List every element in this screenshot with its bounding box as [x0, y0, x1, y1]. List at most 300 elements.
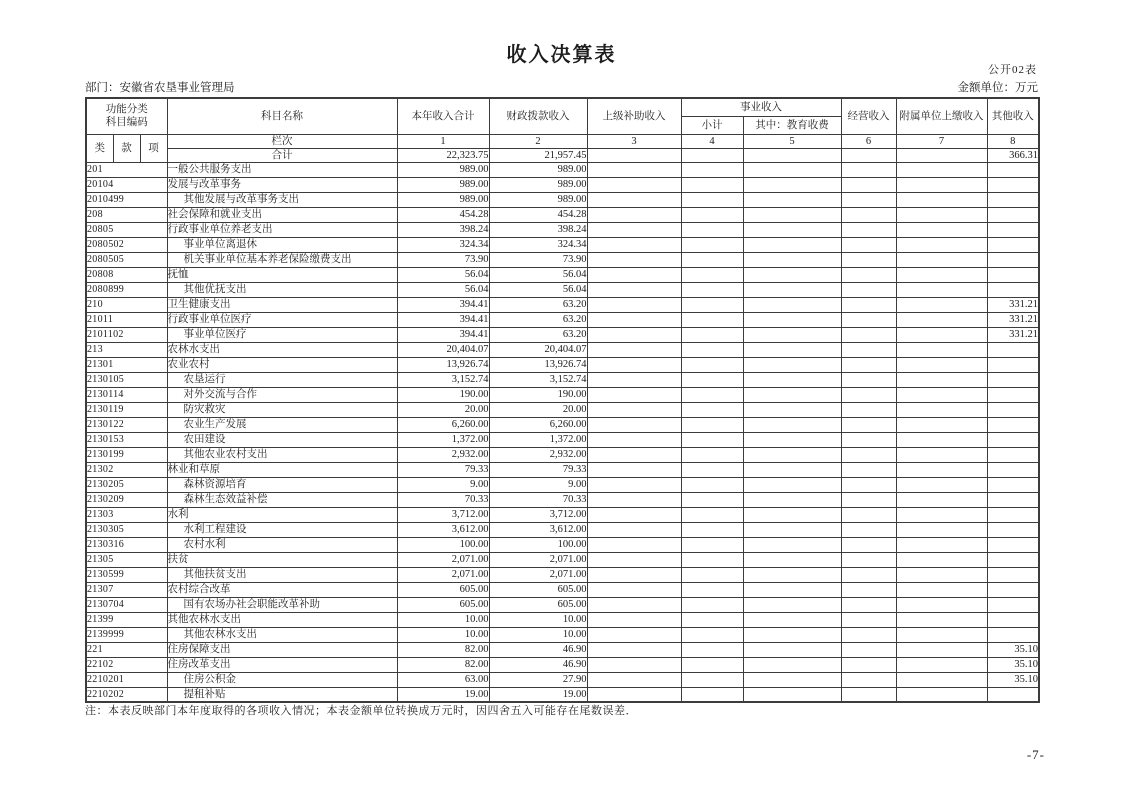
row-amount-col4 — [681, 252, 743, 267]
row-amount-col8: 35.10 — [987, 657, 1039, 672]
header-code-group-line2: 科目编码 — [105, 117, 148, 129]
row-amount-col4 — [681, 672, 743, 687]
row-amount-col4 — [681, 417, 743, 432]
row-amount-col2: 63.20 — [489, 312, 587, 327]
row-subject-name: 水利工程建设 — [167, 522, 397, 537]
table-row — [86, 462, 1039, 477]
table-row — [86, 612, 1039, 627]
table-row — [86, 537, 1039, 552]
row-amount-col6 — [841, 522, 896, 537]
row-amount-col4 — [681, 327, 743, 342]
row-amount-col7 — [896, 417, 987, 432]
row-subject-name: 社会保障和就业支出 — [167, 207, 397, 222]
row-subject-name: 农村综合改革 — [167, 582, 397, 597]
row-amount-col6 — [841, 402, 896, 417]
row-amount-col2: 989.00 — [489, 162, 587, 177]
row-amount-col4 — [681, 387, 743, 402]
row-amount-col8 — [987, 342, 1039, 357]
row-amount-col2: 2,932.00 — [489, 447, 587, 462]
row-amount-col7 — [896, 252, 987, 267]
row-subject-name: 农村水利 — [167, 537, 397, 552]
row-subject-name: 住房公积金 — [167, 672, 397, 687]
row-amount-col5 — [743, 267, 841, 282]
row-amount-col4 — [681, 462, 743, 477]
row-amount-col2: 324.34 — [489, 237, 587, 252]
table-row — [86, 237, 1039, 252]
row-amount-col7 — [896, 297, 987, 312]
header-col-other-income: 其他收入 — [987, 98, 1039, 134]
row-amount-col7 — [896, 567, 987, 582]
table-row — [86, 327, 1039, 342]
row-function-code: 201 — [86, 162, 167, 177]
row-amount-col3 — [587, 687, 681, 702]
header-code-group-line1: 功能分类 — [105, 104, 148, 116]
row-amount-col6 — [841, 447, 896, 462]
row-amount-col8 — [987, 357, 1039, 372]
row-amount-col4 — [681, 522, 743, 537]
row-amount-col2: 605.00 — [489, 582, 587, 597]
row-function-code: 21307 — [86, 582, 167, 597]
row-amount-col5 — [743, 417, 841, 432]
row-subject-name: 防灾救灾 — [167, 402, 397, 417]
column-number: 2 — [489, 134, 587, 148]
row-amount-col7 — [896, 477, 987, 492]
row-amount-col7 — [896, 612, 987, 627]
row-amount-col7 — [896, 432, 987, 447]
row-function-code: 2130119 — [86, 402, 167, 417]
row-amount-col2: 989.00 — [489, 192, 587, 207]
row-amount-col4 — [681, 477, 743, 492]
row-amount-col2: 20,404.07 — [489, 342, 587, 357]
row-amount-col2: 3,152.74 — [489, 372, 587, 387]
row-function-code: 21302 — [86, 462, 167, 477]
row-amount-col6 — [841, 567, 896, 582]
row-amount-col3 — [587, 297, 681, 312]
row-amount-col7 — [896, 162, 987, 177]
row-amount-col3 — [587, 492, 681, 507]
row-amount-col6 — [841, 342, 896, 357]
row-amount-col2: 20.00 — [489, 402, 587, 417]
row-amount-col1: 3,152.74 — [397, 372, 489, 387]
row-amount-col2: 454.28 — [489, 207, 587, 222]
row-amount-col2: 6,260.00 — [489, 417, 587, 432]
row-amount-col5 — [743, 492, 841, 507]
row-amount-col8: 331.21 — [987, 297, 1039, 312]
row-amount-col1: 394.41 — [397, 327, 489, 342]
column-number: 5 — [743, 134, 841, 148]
row-amount-col5 — [743, 567, 841, 582]
row-subject-name: 机关事业单位基本养老保险缴费支出 — [167, 252, 397, 267]
header-code-item: 项 — [140, 134, 167, 162]
row-amount-col4 — [681, 237, 743, 252]
row-amount-col1: 56.04 — [397, 282, 489, 297]
row-subject-name: 其他发展与改革事务支出 — [167, 192, 397, 207]
row-amount-col5 — [743, 222, 841, 237]
header-col-business-income: 事业收入 — [681, 98, 841, 116]
row-subject-name: 农业农村 — [167, 357, 397, 372]
row-amount-col7 — [896, 357, 987, 372]
row-function-code: 2010499 — [86, 192, 167, 207]
row-function-code: 2101102 — [86, 327, 167, 342]
row-amount-col7 — [896, 342, 987, 357]
grand-total-value — [743, 148, 841, 162]
row-amount-col5 — [743, 432, 841, 447]
row-subject-name: 行政事业单位养老支出 — [167, 222, 397, 237]
row-amount-col7 — [896, 327, 987, 342]
row-amount-col7 — [896, 462, 987, 477]
row-amount-col8 — [987, 522, 1039, 537]
row-amount-col3 — [587, 507, 681, 522]
column-number: 8 — [987, 134, 1039, 148]
row-function-code: 2130599 — [86, 567, 167, 582]
row-amount-col3 — [587, 327, 681, 342]
row-amount-col6 — [841, 252, 896, 267]
column-number: 3 — [587, 134, 681, 148]
row-amount-col5 — [743, 402, 841, 417]
row-amount-col4 — [681, 162, 743, 177]
row-amount-col4 — [681, 267, 743, 282]
row-amount-col4 — [681, 177, 743, 192]
row-function-code: 21399 — [86, 612, 167, 627]
row-amount-col1: 82.00 — [397, 642, 489, 657]
row-amount-col5 — [743, 297, 841, 312]
row-amount-col5 — [743, 552, 841, 567]
row-function-code: 2080505 — [86, 252, 167, 267]
row-amount-col7 — [896, 672, 987, 687]
row-amount-col5 — [743, 342, 841, 357]
row-amount-col6 — [841, 267, 896, 282]
row-amount-col4 — [681, 627, 743, 642]
row-amount-col7 — [896, 402, 987, 417]
header-col-business-edu-fee: 其中：教育收费 — [743, 116, 841, 134]
row-amount-col4 — [681, 357, 743, 372]
row-amount-col1: 2,071.00 — [397, 567, 489, 582]
row-amount-col5 — [743, 477, 841, 492]
row-amount-col5 — [743, 597, 841, 612]
row-function-code: 208 — [86, 207, 167, 222]
row-amount-col1: 10.00 — [397, 612, 489, 627]
row-amount-col7 — [896, 387, 987, 402]
row-amount-col2: 13,926.74 — [489, 357, 587, 372]
row-subject-name: 抚恤 — [167, 267, 397, 282]
row-amount-col3 — [587, 657, 681, 672]
row-amount-col5 — [743, 327, 841, 342]
row-amount-col8 — [987, 237, 1039, 252]
row-amount-col6 — [841, 582, 896, 597]
row-function-code: 22102 — [86, 657, 167, 672]
row-subject-name: 农业生产发展 — [167, 417, 397, 432]
row-subject-name: 住房保障支出 — [167, 642, 397, 657]
row-function-code: 2130305 — [86, 522, 167, 537]
table-row — [86, 192, 1039, 207]
row-amount-col5 — [743, 612, 841, 627]
row-subject-name: 林业和草原 — [167, 462, 397, 477]
income-statement-table — [85, 97, 1040, 703]
row-amount-col1: 2,071.00 — [397, 552, 489, 567]
row-amount-col1: 6,260.00 — [397, 417, 489, 432]
row-function-code: 20104 — [86, 177, 167, 192]
row-amount-col6 — [841, 372, 896, 387]
row-subject-name: 发展与改革事务 — [167, 177, 397, 192]
row-function-code: 2130704 — [86, 597, 167, 612]
table-row — [86, 657, 1039, 672]
header-col-fiscal-appropriation: 财政拨款收入 — [489, 98, 587, 134]
row-amount-col1: 454.28 — [397, 207, 489, 222]
row-amount-col7 — [896, 642, 987, 657]
header-code-section: 款 — [113, 134, 140, 162]
row-amount-col8 — [987, 372, 1039, 387]
row-amount-col6 — [841, 492, 896, 507]
table-row — [86, 627, 1039, 642]
row-amount-col5 — [743, 627, 841, 642]
row-amount-col8 — [987, 597, 1039, 612]
table-row — [86, 552, 1039, 567]
row-amount-col8 — [987, 462, 1039, 477]
row-amount-col2: 190.00 — [489, 387, 587, 402]
table-row — [86, 177, 1039, 192]
row-amount-col1: 10.00 — [397, 627, 489, 642]
row-amount-col5 — [743, 657, 841, 672]
row-amount-col4 — [681, 222, 743, 237]
table-row — [86, 672, 1039, 687]
row-subject-name: 扶贫 — [167, 552, 397, 567]
row-subject-name: 事业单位离退休 — [167, 237, 397, 252]
table-row — [86, 642, 1039, 657]
row-amount-col2: 27.90 — [489, 672, 587, 687]
row-amount-col3 — [587, 237, 681, 252]
row-amount-col1: 79.33 — [397, 462, 489, 477]
row-amount-col6 — [841, 507, 896, 522]
row-amount-col7 — [896, 492, 987, 507]
row-amount-col6 — [841, 207, 896, 222]
row-amount-col7 — [896, 192, 987, 207]
row-amount-col5 — [743, 387, 841, 402]
row-amount-col6 — [841, 327, 896, 342]
grand-total-value: 21,957.45 — [489, 148, 587, 162]
row-amount-col6 — [841, 282, 896, 297]
row-subject-name: 其他优抚支出 — [167, 282, 397, 297]
row-amount-col7 — [896, 627, 987, 642]
row-amount-col3 — [587, 222, 681, 237]
grand-total-value: 366.31 — [987, 148, 1039, 162]
row-amount-col5 — [743, 642, 841, 657]
row-amount-col8: 331.21 — [987, 312, 1039, 327]
row-amount-col1: 100.00 — [397, 537, 489, 552]
grand-total-label: 合计 — [167, 148, 397, 162]
row-amount-col4 — [681, 447, 743, 462]
row-amount-col4 — [681, 492, 743, 507]
row-amount-col1: 398.24 — [397, 222, 489, 237]
row-subject-name: 其他农业农村支出 — [167, 447, 397, 462]
row-amount-col2: 10.00 — [489, 612, 587, 627]
row-amount-col3 — [587, 627, 681, 642]
row-amount-col8 — [987, 192, 1039, 207]
row-amount-col4 — [681, 552, 743, 567]
row-amount-col5 — [743, 177, 841, 192]
table-row — [86, 297, 1039, 312]
row-amount-col1: 63.00 — [397, 672, 489, 687]
row-amount-col1: 989.00 — [397, 192, 489, 207]
row-amount-col5 — [743, 672, 841, 687]
row-amount-col1: 70.33 — [397, 492, 489, 507]
row-function-code: 2139999 — [86, 627, 167, 642]
row-amount-col5 — [743, 537, 841, 552]
row-amount-col2: 1,372.00 — [489, 432, 587, 447]
row-amount-col1: 56.04 — [397, 267, 489, 282]
row-amount-col6 — [841, 312, 896, 327]
row-amount-col2: 9.00 — [489, 477, 587, 492]
row-amount-col1: 73.90 — [397, 252, 489, 267]
row-amount-col8 — [987, 417, 1039, 432]
row-amount-col7 — [896, 537, 987, 552]
table-row — [86, 252, 1039, 267]
row-amount-col8: 331.21 — [987, 327, 1039, 342]
row-subject-name: 农田建设 — [167, 432, 397, 447]
row-amount-col6 — [841, 552, 896, 567]
table-footnote: 注：本表反映部门本年度取得的各项收入情况；本表金额单位转换成万元时，因四舍五入可能存在尾数误差． — [85, 705, 637, 717]
row-amount-col8 — [987, 267, 1039, 282]
table-row — [86, 222, 1039, 237]
table-row — [86, 582, 1039, 597]
row-amount-col4 — [681, 192, 743, 207]
row-amount-col2: 100.00 — [489, 537, 587, 552]
row-amount-col4 — [681, 432, 743, 447]
unit-label: 金额单位：万元 — [957, 82, 1038, 94]
row-amount-col7 — [896, 522, 987, 537]
row-amount-col7 — [896, 207, 987, 222]
row-amount-col1: 2,932.00 — [397, 447, 489, 462]
row-amount-col3 — [587, 207, 681, 222]
table-row — [86, 477, 1039, 492]
row-amount-col3 — [587, 567, 681, 582]
row-amount-col7 — [896, 657, 987, 672]
income-table-body — [86, 162, 1039, 702]
row-amount-col7 — [896, 372, 987, 387]
row-amount-col7 — [896, 222, 987, 237]
column-number: 7 — [896, 134, 987, 148]
row-amount-col6 — [841, 162, 896, 177]
row-amount-col7 — [896, 282, 987, 297]
row-amount-col2: 73.90 — [489, 252, 587, 267]
row-amount-col3 — [587, 387, 681, 402]
row-function-code: 2130205 — [86, 477, 167, 492]
row-amount-col4 — [681, 612, 743, 627]
table-row — [86, 162, 1039, 177]
page-title: 收入决算表 — [506, 44, 617, 66]
meta-row — [85, 79, 1038, 95]
row-amount-col7 — [896, 582, 987, 597]
header-col-superior-subsidy: 上级补助收入 — [587, 98, 681, 134]
row-function-code: 210 — [86, 297, 167, 312]
row-amount-col3 — [587, 597, 681, 612]
row-amount-col2: 19.00 — [489, 687, 587, 702]
row-amount-col8 — [987, 282, 1039, 297]
row-amount-col3 — [587, 402, 681, 417]
row-amount-col5 — [743, 687, 841, 702]
row-amount-col2: 63.20 — [489, 327, 587, 342]
row-amount-col1: 82.00 — [397, 657, 489, 672]
row-function-code: 21305 — [86, 552, 167, 567]
row-function-code: 221 — [86, 642, 167, 657]
grand-total-value — [681, 148, 743, 162]
table-row — [86, 522, 1039, 537]
row-amount-col6 — [841, 432, 896, 447]
row-amount-col8 — [987, 387, 1039, 402]
row-amount-col3 — [587, 672, 681, 687]
row-amount-col3 — [587, 372, 681, 387]
row-amount-col7 — [896, 447, 987, 462]
header-col-affiliated-income: 附属单位上缴收入 — [896, 98, 987, 134]
row-amount-col3 — [587, 252, 681, 267]
row-function-code: 20808 — [86, 267, 167, 282]
row-amount-col3 — [587, 357, 681, 372]
row-amount-col2: 398.24 — [489, 222, 587, 237]
row-amount-col1: 605.00 — [397, 582, 489, 597]
table-row — [86, 447, 1039, 462]
header-code-class: 类 — [86, 134, 113, 162]
row-amount-col1: 9.00 — [397, 477, 489, 492]
row-amount-col6 — [841, 357, 896, 372]
row-amount-col8 — [987, 402, 1039, 417]
row-amount-col5 — [743, 192, 841, 207]
row-amount-col6 — [841, 612, 896, 627]
row-amount-col7 — [896, 597, 987, 612]
row-function-code: 2130209 — [86, 492, 167, 507]
row-amount-col2: 2,071.00 — [489, 567, 587, 582]
table-row — [86, 492, 1039, 507]
row-amount-col1: 394.41 — [397, 312, 489, 327]
header-col-total-income: 本年收入合计 — [397, 98, 489, 134]
row-amount-col6 — [841, 462, 896, 477]
row-amount-col4 — [681, 402, 743, 417]
header-subject: 科目名称 — [167, 98, 397, 134]
public-table-code: 公开02表 — [988, 64, 1037, 76]
row-amount-col4 — [681, 207, 743, 222]
row-amount-col1: 324.34 — [397, 237, 489, 252]
row-function-code: 2130122 — [86, 417, 167, 432]
row-amount-col8 — [987, 222, 1039, 237]
column-number: 4 — [681, 134, 743, 148]
table-row — [86, 207, 1039, 222]
row-amount-col1: 20.00 — [397, 402, 489, 417]
table-row — [86, 567, 1039, 582]
row-amount-col7 — [896, 237, 987, 252]
row-function-code: 2210202 — [86, 687, 167, 702]
row-amount-col8 — [987, 687, 1039, 702]
row-subject-name: 卫生健康支出 — [167, 297, 397, 312]
row-amount-col3 — [587, 282, 681, 297]
table-row — [86, 417, 1039, 432]
row-subject-name: 其他农林水支出 — [167, 627, 397, 642]
row-amount-col5 — [743, 507, 841, 522]
row-amount-col4 — [681, 312, 743, 327]
row-amount-col2: 2,071.00 — [489, 552, 587, 567]
grand-total-value — [587, 148, 681, 162]
row-amount-col3 — [587, 432, 681, 447]
table-row — [86, 597, 1039, 612]
row-amount-col1: 1,372.00 — [397, 432, 489, 447]
row-amount-col4 — [681, 372, 743, 387]
row-function-code: 2210201 — [86, 672, 167, 687]
row-amount-col2: 70.33 — [489, 492, 587, 507]
row-amount-col8 — [987, 207, 1039, 222]
row-function-code: 21303 — [86, 507, 167, 522]
row-function-code: 21301 — [86, 357, 167, 372]
row-amount-col5 — [743, 582, 841, 597]
row-subject-name: 行政事业单位医疗 — [167, 312, 397, 327]
row-function-code: 20805 — [86, 222, 167, 237]
grand-total-value: 22,323.75 — [397, 148, 489, 162]
